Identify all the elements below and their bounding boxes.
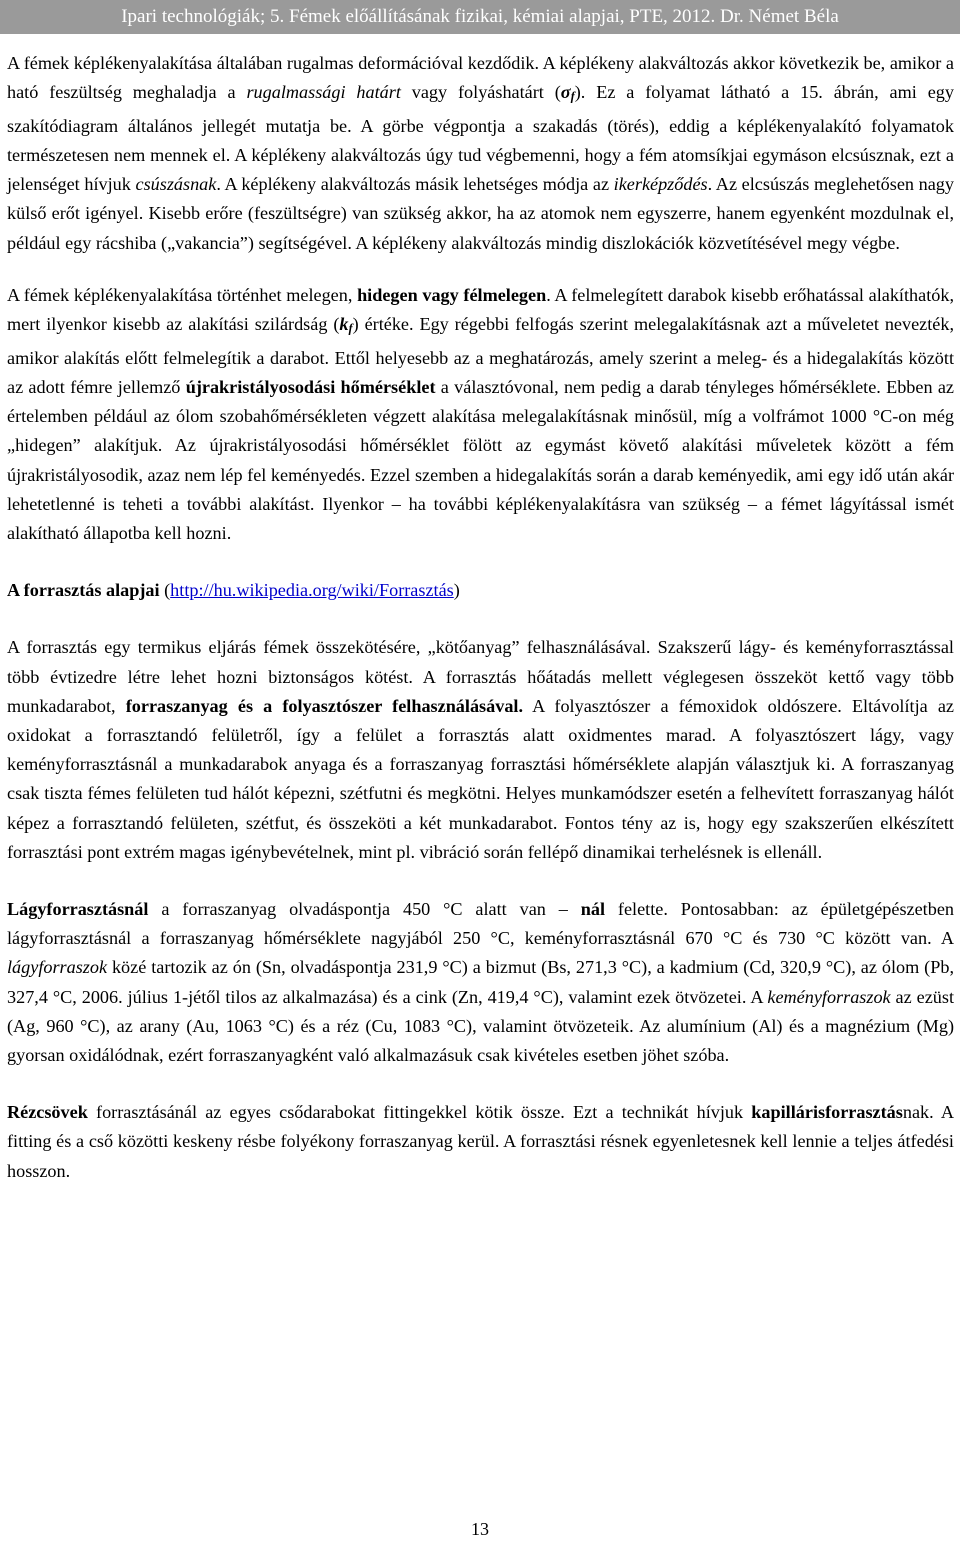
- term-capillary-soldering: kapillárisforrasztás: [751, 1102, 903, 1123]
- text-run: A forrasztás egy termikus eljárás fémek összekötésére, „kötőanyag” felhasználásával. Szakszerű lágy- és keményforrasztással több évtizedre létre lehet hozni biztonságos kötést. A forrasztás hőátadás mellett véglegesen összeköt kettő vagy több munkadarabot,: [7, 637, 954, 716]
- text-run: ). Ez a folyamat látható a 15. ábrán, ami egy szakítódiagram általános jellegét mutatja be. A görbe végpontja a szakadás (törés), eddig a képlékenyalakító folyamatok természetesen nem mennek el. A képlékeny alakváltozás úgy tud végbemenni, hogy a fém atomsíkjai egymáson elcsúsznak, ezt a jelenséget hívjuk: [7, 82, 954, 195]
- term-soft-soldering: Lágyforrasztásnál: [7, 899, 149, 920]
- symbol-subscript: f: [570, 89, 575, 104]
- symbol-subscript: f: [348, 321, 353, 336]
- text-run: közé tartozik az ón (Sn, olvadáspontja 231,9 °C) a bizmut (Bs, 271,3 °C), a kadmium (Cd, 320,9 °C), az ólom (Pb, 327,4 °C, 2006. július 1-jétől tilos az alkalmazása) és a cink (Zn, 419,4 °C), valamint ezek ötvözetei. A: [7, 957, 954, 1007]
- wikipedia-link[interactable]: http://hu.wikipedia.org/wiki/Forrasztás: [170, 580, 454, 601]
- text-run: A folyasztószer a fémoxidok oldószere. Eltávolítja az oxidokat a forrasztandó felületről, így a felület a forrasztás alatt oxidmentes marad. A folyasztószert lágy, vagy keményforrasztásnál a munkadarabok anyaga és a forraszanyag forrasztási hőmérséklete alapján választjuk ki. A forraszanyag csak tiszta fémes felületen tud hálót képezni, szétfutni és megkötni. Helyes munkamódszer esetén a felhevített forraszanyag hálót képez a forrasztandó felületen, szétfut, és összeköti a két munkadarabot. Fontos tény az is, hogy egy szakszerűen elkészített forrasztási pont extrém magas igénybevételnek, mint pl. vibráció során fellépő dinamikai terhelésnek is ellenáll.: [7, 695, 954, 862]
- text-run: vagy folyáshatárt (: [400, 82, 561, 103]
- term-slip: csúszásnak: [135, 174, 217, 195]
- text-run: a forraszanyag olvadáspontja 450 °C alatt van –: [148, 899, 581, 920]
- paragraph-soldering-intro: [7, 633, 954, 867]
- running-header-text: Ipari technológiák; 5. Fémek előállításának fizikai, kémiai alapjai, PTE, 2012. Dr. Német Béla: [121, 6, 839, 27]
- term-recrystallization-temperature: újrakristályosodási hőmérséklet: [185, 376, 436, 397]
- symbol-base: k: [339, 314, 349, 335]
- term-cold-warm: hidegen vagy félmelegen: [357, 284, 547, 305]
- text-run: . A képlékeny alakváltozás másik lehetséges módja az: [216, 174, 614, 195]
- paragraph-plastic-deformation: [7, 49, 954, 258]
- paragraph-soft-soldering: [7, 895, 954, 1070]
- term-soft-solders: lágyforraszok: [7, 957, 108, 978]
- paragraph-copper-pipes: [7, 1098, 954, 1186]
- text-run: felette. Pontosabban: az épületgépészetben lágyforrasztásnál a forraszanyag hőmérséklete nagyjából 250 °C, keményforrasztásnál 670 °C és 730 °C között van. A: [7, 899, 954, 949]
- section-heading-soldering: [7, 576, 954, 605]
- text-run: (: [159, 580, 171, 601]
- paragraph-hot-cold-forming: [7, 281, 954, 548]
- page-body: [7, 49, 954, 1186]
- text-run: forrasztásánál az egyes csődarabokat fittingekkel kötik össze. Ezt a technikát hívjuk: [87, 1102, 752, 1123]
- term-twinning: ikerképződés: [613, 174, 708, 195]
- text-run: . A felmelegített darabok kisebb erőhatással alakíthatók, mert ilyenkor kisebb az alakítási szilárdság (: [7, 284, 954, 335]
- text-run: . Az elcsúszás meglehetősen nagy külső erőt igényel. Kisebb erőre (feszültségre) van szükség akkor, ha az atomok nem egyszerre, hanem egyenként mozdulnak el, például egy rácshiba („vakancia”) segítségével. A képlékeny alakváltozás mindig diszlokációk közvetítésével megy végbe.: [7, 174, 954, 253]
- term-solder-flux: forraszanyag és a folyasztószer felhasználásával.: [125, 695, 524, 716]
- text-run: az ezüst (Ag, 960 °C), az arany (Au, 1063 °C) és a réz (Cu, 1083 °C), valamint ötvözeteik. Az alumínium (Al) és a magnézium (Mg) gyorsan oxidálódnak, ezért forraszanyagként való alkalmazásuk csak kivételes esetben jöhet szóba.: [7, 986, 954, 1066]
- page-number: 13: [471, 1519, 489, 1539]
- text-run: nak. A fitting és a cső közötti keskeny résbe folyékony forraszanyag kerül. A forrasztási résnek egyenletesnek kell lennie a teljes átfedési hosszon.: [7, 1102, 954, 1181]
- term-nal: nál: [580, 899, 606, 920]
- text-run: A fémek képlékenyalakítása történhet melegen,: [7, 284, 358, 305]
- symbol-k-f: [339, 314, 352, 334]
- text-run: A fémek képlékenyalakítása általában rugalmas deformációval kezdődik. A képlékeny alakváltozás akkor következik be, amikor a ható feszültség meghaladja a: [7, 53, 954, 103]
- term-elastic-limit: rugalmassági határt: [246, 82, 401, 103]
- running-header: [0, 0, 960, 34]
- text-run: ): [453, 580, 460, 601]
- term-copper-pipes: Rézcsövek: [7, 1102, 88, 1123]
- symbol-base: σ: [560, 82, 571, 103]
- text-run: a választóvonal, nem pedig a darab tényleges hőmérséklete. Ebben az értelemben például az ólom szobahőmérsékleten végzett alakítása melegalakításnak minősül, míg a volfrámot 1000 °C-on még „hidegen” alakítjuk. Az újrakristályosodási hőmérséklet fölött az egymást követő alakítási műveletek között a fém újrakristályosodik, azaz nem lép fel keményedés. Ezzel szemben a hidegalakítás során a darab keményedik, ami egy idő után akár lehetetlenné is teheti a további alakítást. Ilyenkor – ha további képlékenyalakításra van szükség – a fémet lágyítással ismét alakítható állapotba kell hozni.: [7, 376, 955, 543]
- section-title: A forrasztás alapjai: [7, 580, 160, 601]
- term-hard-solders: keményforraszok: [767, 986, 891, 1007]
- symbol-sigma-f: [561, 82, 575, 102]
- text-run: ) értéke. Egy régebbi felfogás szerint melegalakításnak azt a műveletet nevezték, amikor alakítás előtt felmelegítik a darabot. Ettől helyesebb az a meghatározás, amely szerint a meleg- és a hidegalakítás között az adott fémre jellemző: [7, 314, 955, 397]
